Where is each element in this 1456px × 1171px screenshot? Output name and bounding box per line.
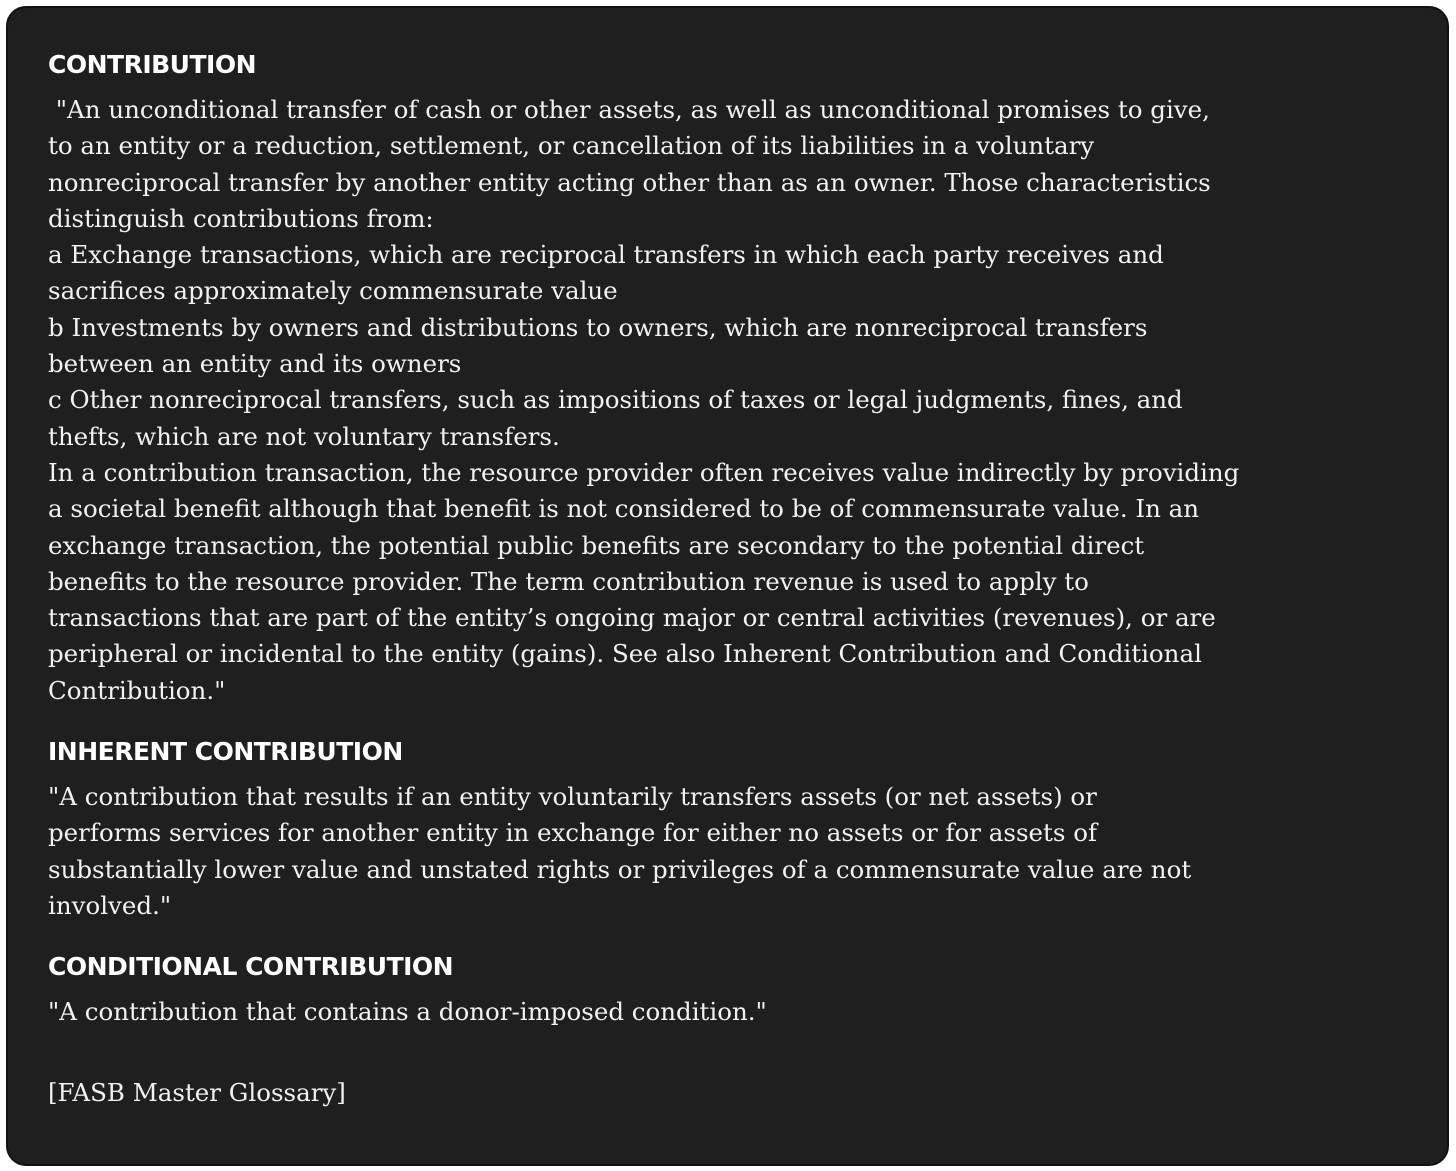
definition-line: sacrifices approximately commensurate value bbox=[48, 276, 618, 306]
definition-line: benefits to the resource provider. The term contribution revenue is used to apply to bbox=[48, 566, 1089, 596]
definition-line: "An unconditional transfer of cash or other assets, as well as unconditional promises to give, bbox=[48, 95, 1210, 124]
section-heading-conditional-contribution: CONDITIONAL CONTRIBUTION bbox=[48, 952, 454, 982]
definition-inherent-contribution bbox=[48, 779, 1413, 924]
definition-line: substantially lower value and unstated rights or privileges of a commensurate value are not bbox=[48, 854, 1192, 884]
source-citation: [FASB Master Glossary] bbox=[48, 1077, 346, 1107]
definition-line: peripheral or incidental to the entity (gains). See also Inherent Contribution and Conditional bbox=[48, 639, 1202, 669]
definition-line: nonreciprocal transfer by another entity acting other than as an owner. Those characteristics bbox=[48, 167, 1211, 197]
definition-line: distinguish contributions from: bbox=[48, 203, 434, 233]
definition-line: c Other nonreciprocal transfers, such as impositions of taxes or legal judgments, fines, and bbox=[48, 385, 1183, 415]
definition-line: exchange transaction, the potential public benefits are secondary to the potential direct bbox=[48, 530, 1145, 560]
definition-contribution bbox=[48, 92, 1413, 709]
definition-line: a Exchange transactions, which are reciprocal transfers in which each party receives and bbox=[48, 240, 1164, 270]
definition-line: a societal benefit although that benefit is not considered to be of commensurate value. In an bbox=[48, 494, 1200, 524]
definition-line: b Investments by owners and distributions to owners, which are nonreciprocal transfers bbox=[48, 312, 1148, 342]
definition-line: thefts, which are not voluntary transfers. bbox=[48, 421, 560, 451]
glossary-card bbox=[6, 6, 1449, 1166]
definition-line: In a contribution transaction, the resource provider often receives value indirectly by providing bbox=[48, 457, 1240, 487]
definition-line: "A contribution that results if an entity voluntarily transfers assets (or net assets) or bbox=[48, 782, 1097, 812]
definition-line: performs services for another entity in exchange for either no assets or for assets of bbox=[48, 818, 1098, 848]
definition-line: Contribution." bbox=[48, 675, 226, 705]
definition-line: between an entity and its owners bbox=[48, 349, 462, 379]
definition-line: to an entity or a reduction, settlement, or cancellation of its liabilities in a voluntary bbox=[48, 131, 1095, 161]
definition-line: transactions that are part of the entity’s ongoing major or central activities (revenues), or are bbox=[48, 603, 1216, 633]
definition-line: involved." bbox=[48, 890, 172, 920]
glossary-content bbox=[48, 46, 1413, 1111]
definition-line: "A contribution that contains a donor-imposed condition." bbox=[48, 997, 767, 1027]
definition-conditional-contribution bbox=[48, 994, 1413, 1030]
section-heading-contribution: CONTRIBUTION bbox=[48, 50, 257, 79]
section-heading-inherent-contribution: INHERENT CONTRIBUTION bbox=[48, 737, 403, 767]
